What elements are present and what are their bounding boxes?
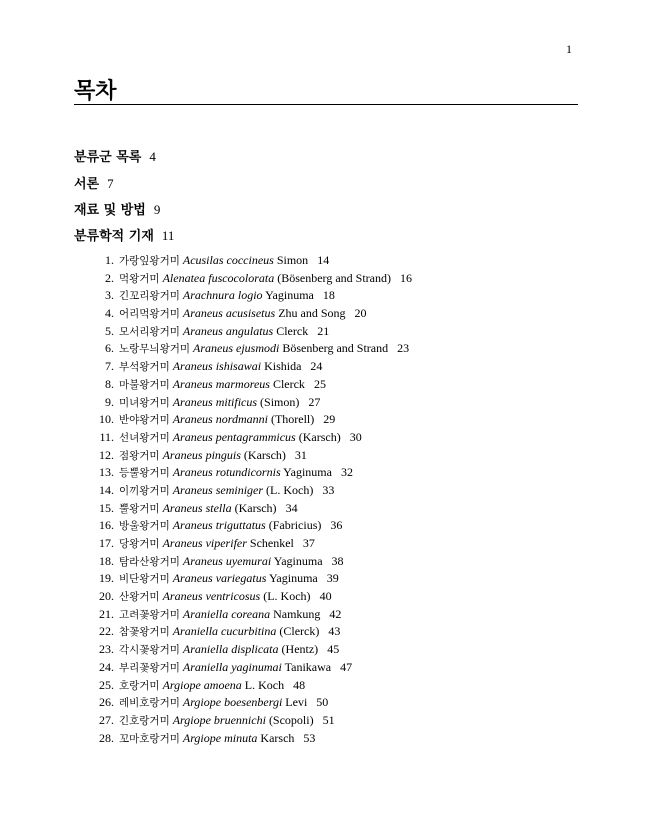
toc-entry-number: 19. <box>99 571 114 586</box>
title-rule <box>74 104 578 105</box>
toc-entry-scientific-name: Araniella yaginumai <box>182 659 282 674</box>
toc-section[interactable] <box>74 173 114 192</box>
toc-entry-author: Yaginuma <box>283 465 332 480</box>
toc-entry-author: (L. Koch) <box>263 589 311 604</box>
toc-entry-korean-name: 비단왕거미 <box>119 573 170 586</box>
toc-entry-korean-name: 호랑거미 <box>119 679 160 692</box>
toc-entry-scientific-name: Araneus ishisawai <box>172 359 262 374</box>
toc-entry-korean-name: 등뿔왕거미 <box>119 467 170 480</box>
toc-entry-page: 31 <box>294 447 307 462</box>
toc-section-page: 4 <box>149 149 156 164</box>
toc-entry-number: 8. <box>105 376 114 391</box>
toc-entry[interactable] <box>90 376 412 394</box>
toc-entry[interactable] <box>90 447 412 465</box>
toc-entry-number: 17. <box>99 536 114 550</box>
toc-entry-scientific-name: Araneus angulatus <box>182 323 274 338</box>
toc-entry-author: L. Koch <box>244 677 285 692</box>
toc-entry-page: 21 <box>317 323 330 338</box>
toc-entry-page: 47 <box>340 659 353 674</box>
toc-entry-scientific-name: Araneus uyemurai <box>182 553 272 568</box>
toc-entry-page: 42 <box>329 606 342 621</box>
toc-entry-page: 23 <box>397 341 410 356</box>
toc-entry-korean-name: 레비호랑거미 <box>119 697 180 710</box>
toc-entry-korean-name: 탐라산왕거미 <box>119 555 180 568</box>
toc-entry-scientific-name: Araneus variegatus <box>172 571 267 586</box>
toc-entry-author: (Bösenberg and Strand) <box>277 270 391 285</box>
toc-entry-page: 38 <box>331 553 344 568</box>
toc-entry-korean-name: 방울왕거미 <box>119 520 170 533</box>
toc-entry-page: 18 <box>322 288 335 303</box>
toc-entry-scientific-name: Araniella coreana <box>182 606 271 621</box>
toc-entry-list <box>90 252 412 747</box>
toc-entry-author: Clerck <box>276 323 309 338</box>
toc-entry-number: 15. <box>99 500 114 515</box>
toc-entry-korean-name: 각시꽃왕거미 <box>119 644 180 657</box>
toc-entry[interactable] <box>90 287 412 305</box>
toc-entry-scientific-name: Argiope bruennichi <box>172 712 266 727</box>
toc-entry-korean-name: 가랑잎왕거미 <box>119 255 180 267</box>
toc-entry[interactable] <box>90 535 412 553</box>
toc-entry-page: 33 <box>322 482 335 497</box>
toc-section[interactable] <box>74 199 160 218</box>
toc-entry-author: (Karsch) <box>298 429 341 444</box>
toc-section-label: 분류군 목록 <box>74 150 142 165</box>
toc-entry-page: 34 <box>285 500 298 515</box>
toc-entry-scientific-name: Araneus marmoreus <box>172 376 270 391</box>
toc-entry[interactable] <box>90 606 412 624</box>
toc-entry-author: Zhu and Song <box>278 306 346 321</box>
toc-entry-number: 3. <box>105 288 114 303</box>
toc-entry-page: 16 <box>400 270 412 285</box>
toc-entry-number: 2. <box>105 270 114 285</box>
toc-section-label: 서론 <box>74 177 100 192</box>
toc-section-label: 재료 및 방법 <box>74 203 146 218</box>
toc-entry-number: 11. <box>99 429 114 444</box>
toc-entry[interactable] <box>90 429 412 447</box>
toc-entry-number: 4. <box>105 306 114 321</box>
toc-entry-author: Yaginuma <box>268 571 318 586</box>
toc-entry-author: Kishida <box>264 359 302 374</box>
toc-entry-korean-name: 이끼왕거미 <box>119 484 170 497</box>
toc-entry-page: 40 <box>319 589 332 604</box>
toc-entry-number: 7. <box>105 359 114 374</box>
toc-entry-author: (Scopoli) <box>268 712 314 727</box>
toc-entry[interactable] <box>90 358 412 376</box>
toc-entry-number: 10. <box>99 412 114 427</box>
toc-entry-korean-name: 긴꼬리왕거미 <box>119 290 180 303</box>
toc-entry[interactable] <box>90 659 412 677</box>
toc-entry[interactable] <box>90 482 412 500</box>
toc-entry[interactable] <box>90 394 412 412</box>
toc-entry-korean-name: 꼬마호랑거미 <box>119 732 180 745</box>
toc-entry-korean-name: 부석왕거미 <box>119 361 170 374</box>
toc-entry-number: 5. <box>105 323 114 338</box>
toc-entry-scientific-name: Araniella displicata <box>182 642 279 657</box>
toc-entry-number: 14. <box>99 482 114 497</box>
toc-entry-number: 6. <box>105 341 114 356</box>
toc-entry-number: 26. <box>99 695 114 710</box>
toc-entry-page: 24 <box>310 359 323 374</box>
toc-entry-page: 14 <box>317 253 330 267</box>
toc-entry-korean-name: 긴호랑거미 <box>119 714 170 727</box>
toc-entry-page: 32 <box>340 465 353 480</box>
toc-entry[interactable] <box>90 677 412 695</box>
toc-entry-scientific-name: Araneus triguttatus <box>172 518 266 533</box>
toc-entry[interactable] <box>90 305 412 323</box>
toc-entry-korean-name: 뿔왕거미 <box>119 502 160 515</box>
toc-entry-scientific-name: Araneus mitificus <box>172 394 258 409</box>
toc-entry-author: Yaginuma <box>273 553 323 568</box>
toc-entry[interactable] <box>90 588 412 606</box>
toc-entry-scientific-name: Araneus ventricosus <box>162 589 261 604</box>
toc-entry[interactable] <box>90 641 412 659</box>
toc-entry-page: 25 <box>313 376 326 391</box>
toc-entry-number: 22. <box>99 624 114 639</box>
toc-entry-korean-name: 산왕거미 <box>119 591 160 604</box>
toc-entry-page: 36 <box>330 518 343 533</box>
toc-entry-page: 48 <box>293 677 306 692</box>
toc-entry-scientific-name: Argiope amoena <box>162 677 242 692</box>
toc-entry-number: 27. <box>99 712 114 727</box>
toc-entry-author: (Simon) <box>260 394 300 409</box>
toc-entry[interactable] <box>90 411 412 429</box>
toc-section-page: 11 <box>161 228 175 243</box>
toc-entry-korean-name: 어리먹왕거미 <box>119 308 180 321</box>
toc-entry-number: 18. <box>99 553 114 568</box>
toc-entry-number: 1. <box>105 253 114 267</box>
toc-entry[interactable] <box>90 500 412 518</box>
toc-entry-page: 43 <box>328 624 341 639</box>
toc-entry-author: (Clerck) <box>279 624 320 639</box>
toc-entry-korean-name: 점왕거미 <box>119 449 160 462</box>
toc-entry-scientific-name: Araneus acusisetus <box>182 306 276 321</box>
toc-entry-author: Simon <box>276 253 309 267</box>
toc-section[interactable] <box>74 146 156 165</box>
page-title: 목차 <box>74 79 117 104</box>
toc-entry-author: Clerck <box>272 376 305 391</box>
toc-entry-number: 16. <box>99 518 114 533</box>
toc-entry[interactable] <box>90 694 412 712</box>
toc-entry[interactable] <box>90 623 412 641</box>
toc-entry-korean-name: 미녀왕거미 <box>119 396 170 409</box>
toc-entry-scientific-name: Arachnura logio <box>182 288 263 303</box>
toc-entry-korean-name: 고려꽃왕거미 <box>119 608 180 621</box>
toc-entry[interactable] <box>90 252 412 270</box>
toc-entry-scientific-name: Araneus nordmanni <box>172 412 268 427</box>
toc-entry-page: 39 <box>326 571 339 586</box>
toc-entry-page: 51 <box>322 712 335 727</box>
toc-entry-author: Yaginuma <box>265 288 314 303</box>
toc-entry-number: 21. <box>99 606 114 621</box>
toc-entry-page: 53 <box>303 730 316 745</box>
toc-entry-scientific-name: Araneus stella <box>162 500 232 515</box>
toc-entry-author: Karsch <box>260 730 295 745</box>
toc-section-page: 7 <box>107 176 114 191</box>
toc-entry-korean-name: 반야왕거미 <box>119 414 170 427</box>
toc-section-label: 분류학적 기재 <box>74 229 154 244</box>
toc-entry-number: 9. <box>105 394 114 409</box>
toc-entry-number: 20. <box>99 589 114 604</box>
toc-entry-scientific-name: Araneus rotundicornis <box>172 465 281 480</box>
toc-entry-page: 30 <box>349 429 362 444</box>
toc-section-page: 9 <box>153 202 161 217</box>
toc-entry-number: 23. <box>99 642 114 657</box>
toc-entry-scientific-name: Araniella cucurbitina <box>172 624 277 639</box>
toc-entry[interactable] <box>90 464 412 482</box>
toc-entry-number: 25. <box>99 677 114 692</box>
toc-entry-number: 24. <box>99 659 114 674</box>
toc-entry-korean-name: 참꽃왕거미 <box>119 626 170 639</box>
toc-entry[interactable] <box>90 340 412 358</box>
page-number: 1 <box>566 42 572 56</box>
toc-section[interactable] <box>74 225 174 244</box>
toc-entry-author: Tanikawa <box>284 659 332 674</box>
toc-entry[interactable] <box>90 730 412 748</box>
toc-entry-page: 37 <box>302 536 315 550</box>
toc-entry[interactable] <box>90 323 412 341</box>
toc-entry-korean-name: 노랑무늬왕거미 <box>119 343 191 356</box>
toc-entry-scientific-name: Araneus viperifer <box>162 536 247 550</box>
toc-entry-scientific-name: Argiope boesenbergi <box>182 695 283 710</box>
toc-entry-author: (Karsch) <box>243 447 286 462</box>
toc-entry-page: 29 <box>323 412 336 427</box>
toc-entry-scientific-name: Araneus seminiger <box>172 482 264 497</box>
toc-entry-number: 28. <box>99 730 114 745</box>
toc-entry-korean-name: 마불왕거미 <box>119 378 170 391</box>
toc-entry-page: 27 <box>308 394 321 409</box>
toc-entry[interactable] <box>90 712 412 730</box>
toc-entry-author: (Karsch) <box>234 500 277 515</box>
toc-entry-scientific-name: Alenatea fuscocolorata <box>162 270 275 285</box>
toc-entry-author: (Fabricius) <box>268 518 322 533</box>
toc-entry-scientific-name: Argiope minuta <box>182 730 258 745</box>
toc-entry-author: Schenkel <box>249 536 294 550</box>
toc-entry-scientific-name: Araneus ejusmodi <box>193 341 280 356</box>
toc-entry[interactable] <box>90 553 412 571</box>
toc-entry-number: 13. <box>99 465 114 480</box>
toc-entry-author: (Thorell) <box>270 412 315 427</box>
toc-entry-korean-name: 모서리왕거미 <box>119 325 180 338</box>
toc-entry-author: Bösenberg and Strand <box>282 341 389 356</box>
toc-entry-korean-name: 부리꽃왕거미 <box>119 661 180 674</box>
toc-entry-author: (L. Koch) <box>266 482 314 497</box>
toc-entry-page: 45 <box>327 642 340 657</box>
toc-entry-author: Levi <box>285 695 308 710</box>
toc-entry-korean-name: 먹왕거미 <box>119 272 160 285</box>
toc-entry-number: 12. <box>99 447 114 462</box>
toc-entry[interactable] <box>90 270 412 288</box>
toc-entry-scientific-name: Acusilas coccineus <box>182 253 274 267</box>
toc-entry-korean-name: 당왕거미 <box>119 538 160 550</box>
toc-entry-korean-name: 선녀왕거미 <box>119 431 170 444</box>
toc-entry-page: 50 <box>316 695 329 710</box>
toc-entry-scientific-name: Araneus pinguis <box>162 447 241 462</box>
toc-entry-scientific-name: Araneus pentagrammicus <box>172 429 296 444</box>
toc-entry[interactable] <box>90 517 412 535</box>
toc-entry-author: Namkung <box>273 606 321 621</box>
toc-entry[interactable] <box>90 570 412 588</box>
toc-entry-author: (Hentz) <box>281 642 319 657</box>
toc-entry-page: 20 <box>354 306 367 321</box>
